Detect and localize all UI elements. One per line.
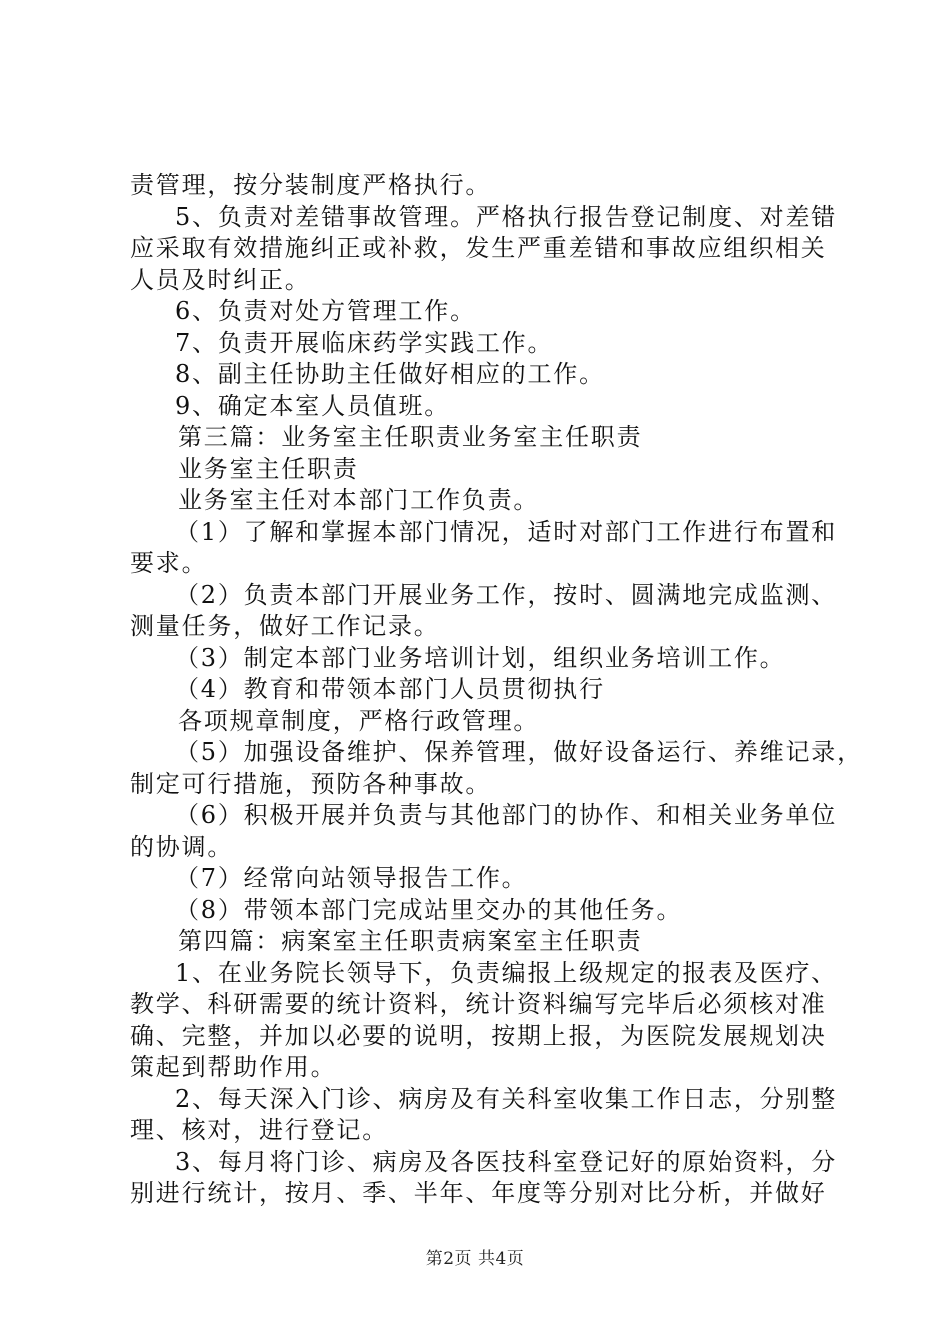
text-line: 测量任务，做好工作记录。 <box>130 612 440 640</box>
text-line: 人员及时纠正。 <box>130 265 311 294</box>
text-line: （6）积极开展并负责与其他部门的协作、和相关业务单位 <box>175 801 838 829</box>
text-line: 5、负责对差错事故管理。严格执行报告登记制度、对差错 <box>175 202 838 231</box>
text-line: 策起到帮助作用。 <box>130 1053 337 1081</box>
text-line: （1）了解和掌握本部门情况，适时对部门工作进行布置和 <box>175 517 838 546</box>
page-footer: 第2页 共4页 <box>425 1249 525 1269</box>
text-line: 责管理，按分装制度严格执行。 <box>130 171 492 199</box>
text-line: 各项规章制度，严格行政管理。 <box>178 706 540 735</box>
text-line: （4）教育和带领本部门人员贯彻执行 <box>175 675 605 703</box>
text-line: 3、每月将门诊、病房及各医技科室登记好的原始资料，分 <box>175 1147 838 1176</box>
document-body <box>130 170 863 1210</box>
text-line: 教学、科研需要的统计资料，统计资料编写完毕后必须核对准 <box>130 990 827 1018</box>
text-line: 业务室主任对本部门工作负责。 <box>178 486 540 514</box>
text-line: 1、在业务院长领导下，负责编报上级规定的报表及医疗、 <box>175 958 838 987</box>
text-line: （7）经常向站领导报告工作。 <box>175 864 528 892</box>
text-line: 要求。 <box>130 549 208 577</box>
text-line: 2、每天深入门诊、病房及有关科室收集工作日志，分别整 <box>175 1084 838 1113</box>
text-line: 别进行统计，按月、季、半年、年度等分别对比分析，并做好 <box>130 1179 827 1207</box>
text-line: （3）制定本部门业务培训计划，组织业务培训工作。 <box>175 643 786 672</box>
text-line: 应采取有效措施纠正或补救，发生严重差错和事故应组织相关 <box>130 234 827 262</box>
text-line: 7、负责开展临床药学实践工作。 <box>175 328 554 357</box>
text-line: 6、负责对处方管理工作。 <box>175 297 476 325</box>
text-line: 理、核对，进行登记。 <box>130 1116 388 1144</box>
text-line: 确、完整，并加以必要的说明，按期上报，为医院发展规划决 <box>130 1021 827 1050</box>
text-line: 业务室主任职责 <box>178 454 359 483</box>
text-line: 第四篇：病案室主任职责病案室主任职责 <box>178 927 643 955</box>
text-line: （8）带领本部门完成站里交办的其他任务。 <box>175 895 683 924</box>
text-line: 8、副主任协助主任做好相应的工作。 <box>175 360 605 388</box>
text-line: 的协调。 <box>130 832 234 861</box>
text-line: （2）负责本部门开展业务工作，按时、圆满地完成监测、 <box>175 580 838 609</box>
text-line: 制定可行措施，预防各种事故。 <box>130 769 492 798</box>
text-line: （5）加强设备维护、保养管理，做好设备运行、养维记录， <box>175 738 863 766</box>
text-line: 9、确定本室人员值班。 <box>175 391 451 420</box>
text-line: 第三篇：业务室主任职责业务室主任职责 <box>178 423 643 451</box>
